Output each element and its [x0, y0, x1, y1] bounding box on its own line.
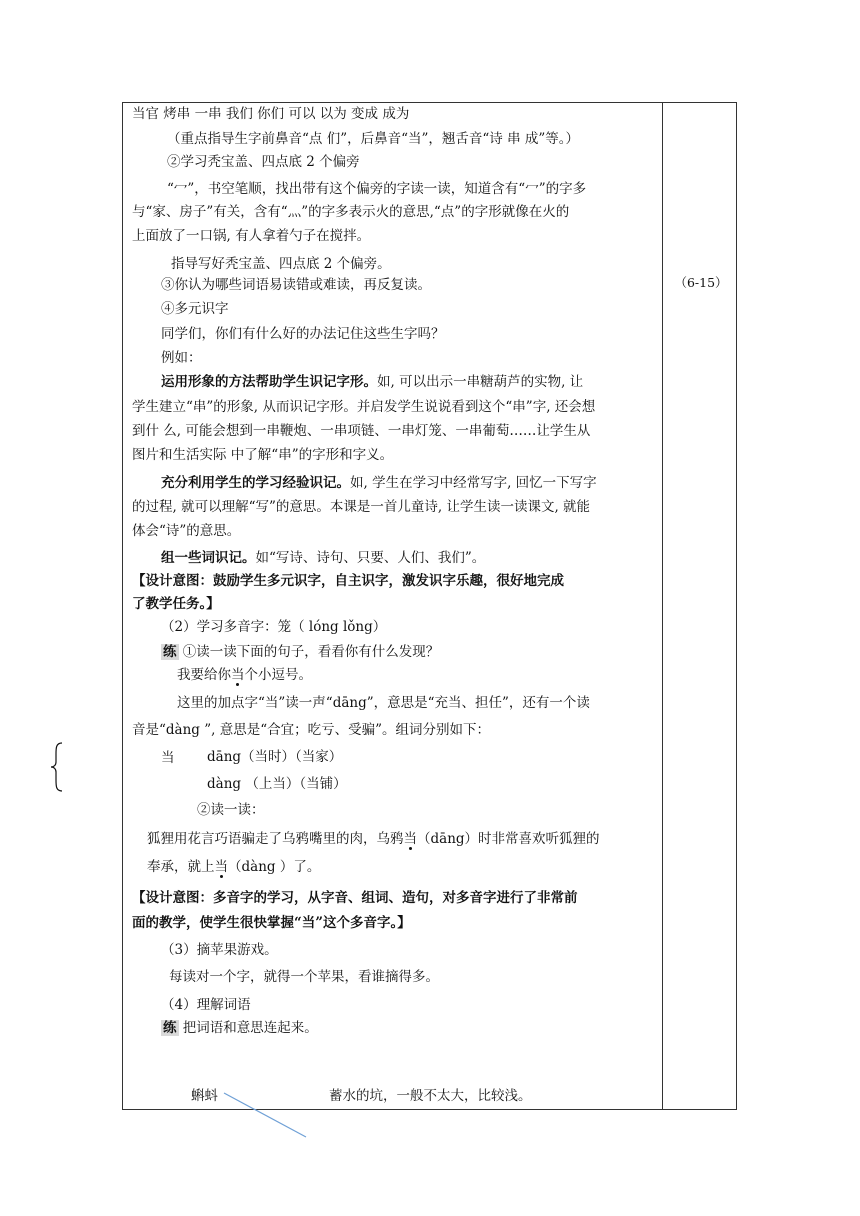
bold-lead: 组一些词识记。: [161, 550, 256, 566]
paragraph-line: 学生建立“串”的形象, 从而识记字形。并启发学生说说看到这个“串”字, 还会想: [132, 399, 596, 415]
reading-sentence: 奉承，就上当（dàng ）了。: [147, 859, 321, 875]
bold-lead: 运用形象的方法帮助学生识记字形。: [161, 374, 377, 390]
example-sentence: 我要给你当个小逗号。: [177, 667, 312, 683]
paragraph-line: 每读对一个字，就得一个苹果，看谁摘得多。: [169, 969, 439, 985]
lesson-table: [122, 102, 737, 1110]
design-intent: 【设计意图：鼓励学生多元识字，自主识字，激发识字乐趣，很好地完成: [132, 573, 564, 589]
time-allocation: （6-15）: [674, 275, 728, 290]
design-intent: 【设计意图：多音字的学习，从字音、组词、造句，对多音字进行了非常前: [132, 890, 578, 906]
curly-brace-icon: [48, 742, 68, 792]
bold-lead: 充分利用学生的学习经验识记。: [161, 475, 350, 491]
meaning-item: 蓄水的坑，一般不太大，比较浅。: [329, 1088, 532, 1104]
paragraph-line: 音是“dàng ”, 意思是“合宜；吃亏、受骗”。组词分别如下：: [132, 722, 491, 738]
exercise-line: 练 把词语和意思连起来。: [163, 1020, 318, 1036]
paragraph-line: 与“家、房子”有关，含有“灬”的字多表示火的意思,“点”的字形就像在火的: [132, 204, 570, 220]
polyphone-char: 当: [161, 750, 175, 766]
paragraph-line: 例如：: [161, 350, 202, 366]
step-heading: ③你认为哪些词语易读错或难读，再反复读。: [161, 277, 431, 293]
section-heading: （3）摘苹果游戏。: [161, 942, 278, 958]
paragraph-line: “冖”，书空笔顺，找出带有这个偏旁的字读一读，知道含有“冖”的字多: [167, 181, 587, 197]
section-heading: （2）学习多音字：笼（ lóng lǒng）: [161, 619, 387, 635]
dotted-char: 当: [403, 831, 417, 847]
paragraph-line: 运用形象的方法帮助学生识记字形。如, 可以出示一串糖葫芦的实物, 让: [161, 374, 584, 390]
practice-badge: 练: [163, 644, 177, 660]
word-item: 蝌蚪: [191, 1088, 218, 1104]
design-intent: 了教学任务。】: [132, 596, 220, 612]
vocab-line: 当官 烤串 一串 我们 你们 可以 以为 变成 成为: [132, 106, 410, 122]
paragraph-line: 组一些词识记。如“写诗、诗句、只要、人们、我们”。: [161, 550, 486, 566]
section-heading: （4）理解词语: [161, 997, 251, 1013]
paragraph-line: 到什 么, 可能会想到一串鞭炮、一串项链、一串灯笼、一串葡萄……让学生从: [132, 423, 591, 439]
paragraph-line: 图片和生活实际 中了解“串”的字形和字义。: [132, 447, 394, 463]
exercise-line: 练 ①读一读下面的句子，看看你有什么发现？: [163, 644, 440, 660]
reading-dang4: dàng （上当）（当铺）: [207, 776, 347, 792]
practice-badge: 练: [163, 1020, 177, 1036]
step-heading: ②读一读：: [197, 802, 265, 818]
paragraph-line: 这里的加点字“当”读一声“dāng”，意思是“充当、担任”，还有一个读: [177, 695, 590, 711]
reading-dang1: dāng（当时）（当家）: [207, 749, 343, 765]
pronunciation-note: （重点指导生字前鼻音“点 们”，后鼻音“当”，翘舌音“诗 串 成”等。）: [167, 131, 580, 147]
reading-sentence: 狐狸用花言巧语骗走了乌鸦嘴里的肉，乌鸦当（dāng）时非常喜欢听狐狸的: [147, 831, 600, 847]
dotted-char: 当: [214, 859, 228, 875]
step-heading: ④多元识字: [161, 301, 229, 317]
dotted-char: 当: [231, 667, 245, 683]
paragraph-line: 指导写好秃宝盖、四点底 2 个偏旁。: [171, 256, 391, 272]
column-divider: [662, 103, 663, 1109]
design-intent: 面的教学，使学生很快掌握“当”这个多音字。】: [132, 915, 411, 931]
paragraph-line: 充分利用学生的学习经验识记。如, 学生在学习中经常写字, 回忆一下写字: [161, 475, 597, 491]
paragraph-line: 上面放了一口锅, 有人拿着勺子在搅拌。: [132, 228, 371, 244]
paragraph-line: 同学们，你们有什么好的办法记住这些生字吗？: [161, 326, 445, 342]
radical-heading: ②学习秃宝盖、四点底 2 个偏旁: [167, 154, 360, 170]
paragraph-line: 体会“诗”的意思。: [132, 523, 241, 539]
paragraph-line: 的过程, 就可以理解“写”的意思。本课是一首儿童诗, 让学生读一读课文, 就能: [132, 499, 591, 515]
